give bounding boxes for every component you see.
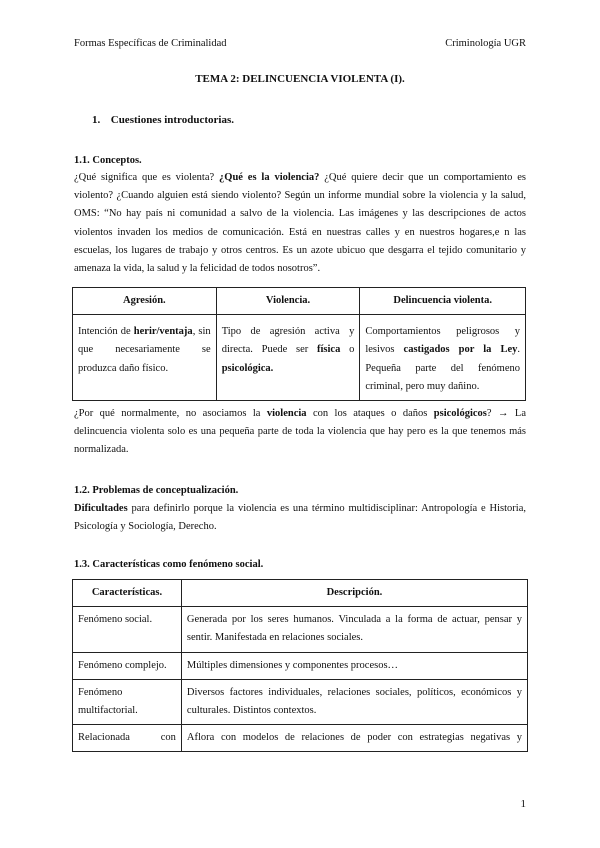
text-span: con los ataques o daños — [306, 408, 434, 419]
cell-text: . Pequeña parte del fenómeno criminal, pero muy dañino. — [365, 344, 520, 392]
cell-bold: castigados por la Ley — [403, 344, 518, 356]
table-row — [73, 725, 528, 752]
concepts-table — [72, 287, 526, 401]
subsection-heading-1-1: 1.1. Conceptos. — [74, 155, 142, 166]
cell-bold: herir/ventaja — [133, 326, 193, 338]
table-header-cell: Delincuencia violenta. — [360, 288, 526, 315]
text-span: ? → La delincuencia violenta solo es una pequeña parte de toda la violencia que hay pero es la que tenemos más normalizada. — [74, 408, 526, 456]
subsection-heading-1-3: 1.3. Características como fenómeno social. — [74, 559, 264, 570]
after-table-paragraph — [74, 405, 526, 460]
cell-text: Intención de — [78, 326, 134, 338]
concepts-text-a: ¿Qué significa que es violenta? — [74, 172, 220, 183]
text-bold: psicológicos — [433, 408, 487, 419]
characteristic-cell: Fenómeno multifactorial. — [73, 679, 182, 724]
header-right: Criminología UGR — [445, 38, 526, 49]
concepts-paragraph — [74, 169, 526, 278]
table-header-cell: Violencia. — [216, 288, 360, 315]
table-row — [73, 679, 528, 724]
table-cell-delincuencia — [360, 315, 526, 401]
cell-text: Tipo de agresión activa y directa. Puede ser — [221, 326, 355, 356]
page-title: TEMA 2: DELINCUENCIA VIOLENTA (I). — [195, 73, 405, 85]
description-cell: Aflora con modelos de relaciones de poder con estrategias negativas y — [181, 725, 527, 752]
concepts-question-bold: ¿Qué es la violencia? — [219, 172, 320, 183]
header-left: Formas Específicas de Criminalidad — [74, 38, 227, 49]
cell-text: Comportamientos peligrosos y lesivos — [365, 326, 520, 356]
table-cell-violencia — [216, 315, 360, 401]
characteristic-cell: Relacionada con — [73, 725, 182, 752]
table-cell-agresion — [73, 315, 217, 401]
table-header-cell: Características. — [73, 580, 182, 607]
characteristic-cell: Fenómeno social. — [73, 607, 182, 652]
table-header-row — [73, 580, 528, 607]
characteristic-cell: Fenómeno complejo. — [73, 652, 182, 679]
table-header-cell: Descripción. — [181, 580, 527, 607]
page-number: 1 — [520, 798, 526, 810]
table-row — [73, 652, 528, 679]
cell-bold: psicológica. — [221, 362, 274, 374]
description-cell: Generada por los seres humanos. Vinculada a la forma de actuar, pensar y sentir. Manifestada en relaciones sociales. — [181, 607, 527, 652]
text-bold: Dificultades — [74, 503, 128, 514]
section-number: 1. — [92, 114, 101, 126]
table-row — [73, 607, 528, 652]
characteristics-table — [72, 579, 528, 752]
description-cell: Múltiples dimensiones y componentes procesos… — [181, 652, 527, 679]
text-span: ¿Por qué normalmente, no asociamos la — [74, 408, 267, 419]
section-title: Cuestiones introductorias. — [110, 114, 234, 126]
description-cell: Diversos factores individuales, relaciones sociales, políticos, económicos y culturales. Distintos contextos. — [181, 679, 527, 724]
cell-text: , sin que necesariamente se produzca daño físico. — [78, 326, 211, 374]
conceptualization-paragraph — [74, 500, 526, 536]
text-bold: violencia — [266, 408, 307, 419]
table-header-cell: Agresión. — [73, 288, 217, 315]
text-span: para definirlo porque la violencia es una término multidisciplinar: Antropología e Historia, Psicología y Sociología, Derecho. — [74, 503, 526, 533]
subsection-heading-1-2: 1.2. Problemas de conceptualización. — [74, 485, 239, 496]
cell-bold: física — [317, 344, 341, 356]
cell-text: o — [340, 344, 355, 356]
table-header-row — [73, 288, 526, 315]
concepts-text-b: ¿Qué quiere decir que un comportamiento es violento? ¿Cuando alguien está siendo violento? Según un informe mundial sobre la violencia y la salud, OMS: “No hay país ni comunidad a salvo de la violencia. Las imágenes y las descripciones de actos violentos invaden los medios de comunicación. Está en nuestras calles y en nuestros hogares,e n las escuelas, los lugares de trabajo y otros centros. Es un azote ubicuo que desgarra el tejido comunitario y amenaza la vida, la salud y la felicidad de todos nosotros”. — [74, 172, 527, 275]
section-heading — [92, 114, 234, 126]
table-row — [73, 315, 526, 401]
